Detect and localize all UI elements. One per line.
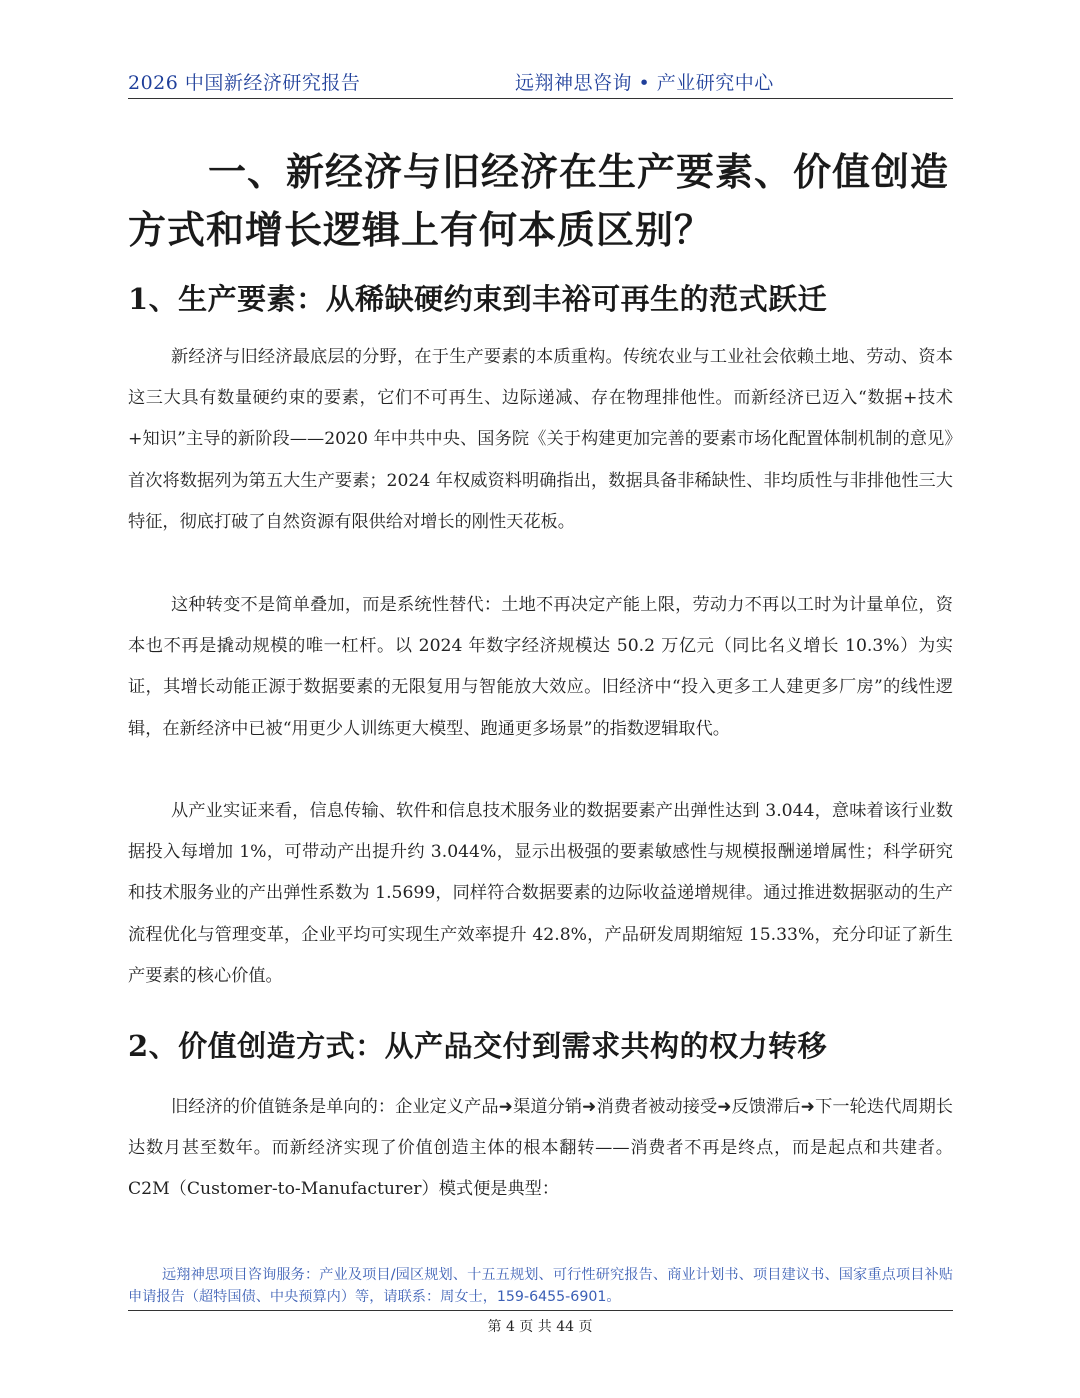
page-footer xyxy=(128,1264,953,1311)
section-1-paragraph-1: 新经济与旧经济最底层的分野，在于生产要素的本质重构。传统农业与工业社会依赖土地、劳动、资本这三大具有数量硬约束的要素，它们不可再生、边际递减、存在物理排他性。而新经济已迈入“数据+技术+知识”主导的新阶段——2020 年中共中央、国务院《关于构建更加完善的要素市场化配置体制机制的意见》首次将数据列为第五大生产要素；2024 年权威资料明确指出，数据具备非稀缺性、非均质性与非排他性三大特征，彻底打破了自然资源有限供给对增长的刚性天花板。 xyxy=(128,347,953,532)
section-2-title: 2、价值创造方式：从产品交付到需求共构的权力转移 xyxy=(128,1029,828,1063)
page-number: 第 4 页 共 44 页 xyxy=(487,1319,593,1335)
report-title: 2026 中国新经济研究报告 xyxy=(128,72,361,94)
consulting-service-notice: 远翔神思项目咨询服务：产业及项目/园区规划、十五五规划、可行性研究报告、商业计划书、项目建议书、国家重点项目补贴申请报告（超特国债、中央预算内）等，请联系：周女士，159-6455-6901。 xyxy=(128,1267,953,1305)
section-1-paragraph-3: 从产业实证来看，信息传输、软件和信息技术服务业的数据要素产出弹性达到 3.044，意味着该行业数据投入每增加 1%，可带动产出提升约 3.044%，显示出极强的要素敏感性与规模报酬递增属性；科学研究和技术服务业的产出弹性系数为 1.5699，同样符合数据要素的边际收益递增规律。通过推进数据驱动的生产流程优化与管理变革，企业平均可实现生产效率提升 42.8%，产品研发周期缩短 15.33%，充分印证了新生产要素的核心价值。 xyxy=(128,801,953,986)
page-header xyxy=(128,64,953,99)
organization-name: 远翔神思咨询 • 产业研究中心 xyxy=(515,72,774,94)
section-1-title: 1、生产要素：从稀缺硬约束到丰裕可再生的范式跃迁 xyxy=(128,282,828,316)
section-2-paragraph-1: 旧经济的价值链条是单向的：企业定义产品➜渠道分销➜消费者被动接受➜反馈滞后➜下一轮迭代周期长达数月甚至数年。而新经济实现了价值创造主体的根本翻转——消费者不再是终点，而是起点和共建者。C2M（Customer-to-Manufacturer）模式便是典型： xyxy=(128,1097,953,1200)
section-1-paragraph-2: 这种转变不是简单叠加，而是系统性替代：土地不再决定产能上限，劳动力不再以工时为计量单位，资本也不再是撬动规模的唯一杠杆。以 2024 年数字经济规模达 50.2 万亿元（同比名义增长 10.3%）为实证，其增长动能正源于数据要素的无限复用与智能放大效应。旧经济中“投入更多工人建更多厂房”的线性逻辑，在新经济中已被“用更少人训练更大模型、跑通更多场景”的指数逻辑取代。 xyxy=(128,595,953,739)
chapter-title: 一、新经济与旧经济在生产要素、价值创造方式和增长逻辑上有何本质区别？ xyxy=(128,149,950,252)
